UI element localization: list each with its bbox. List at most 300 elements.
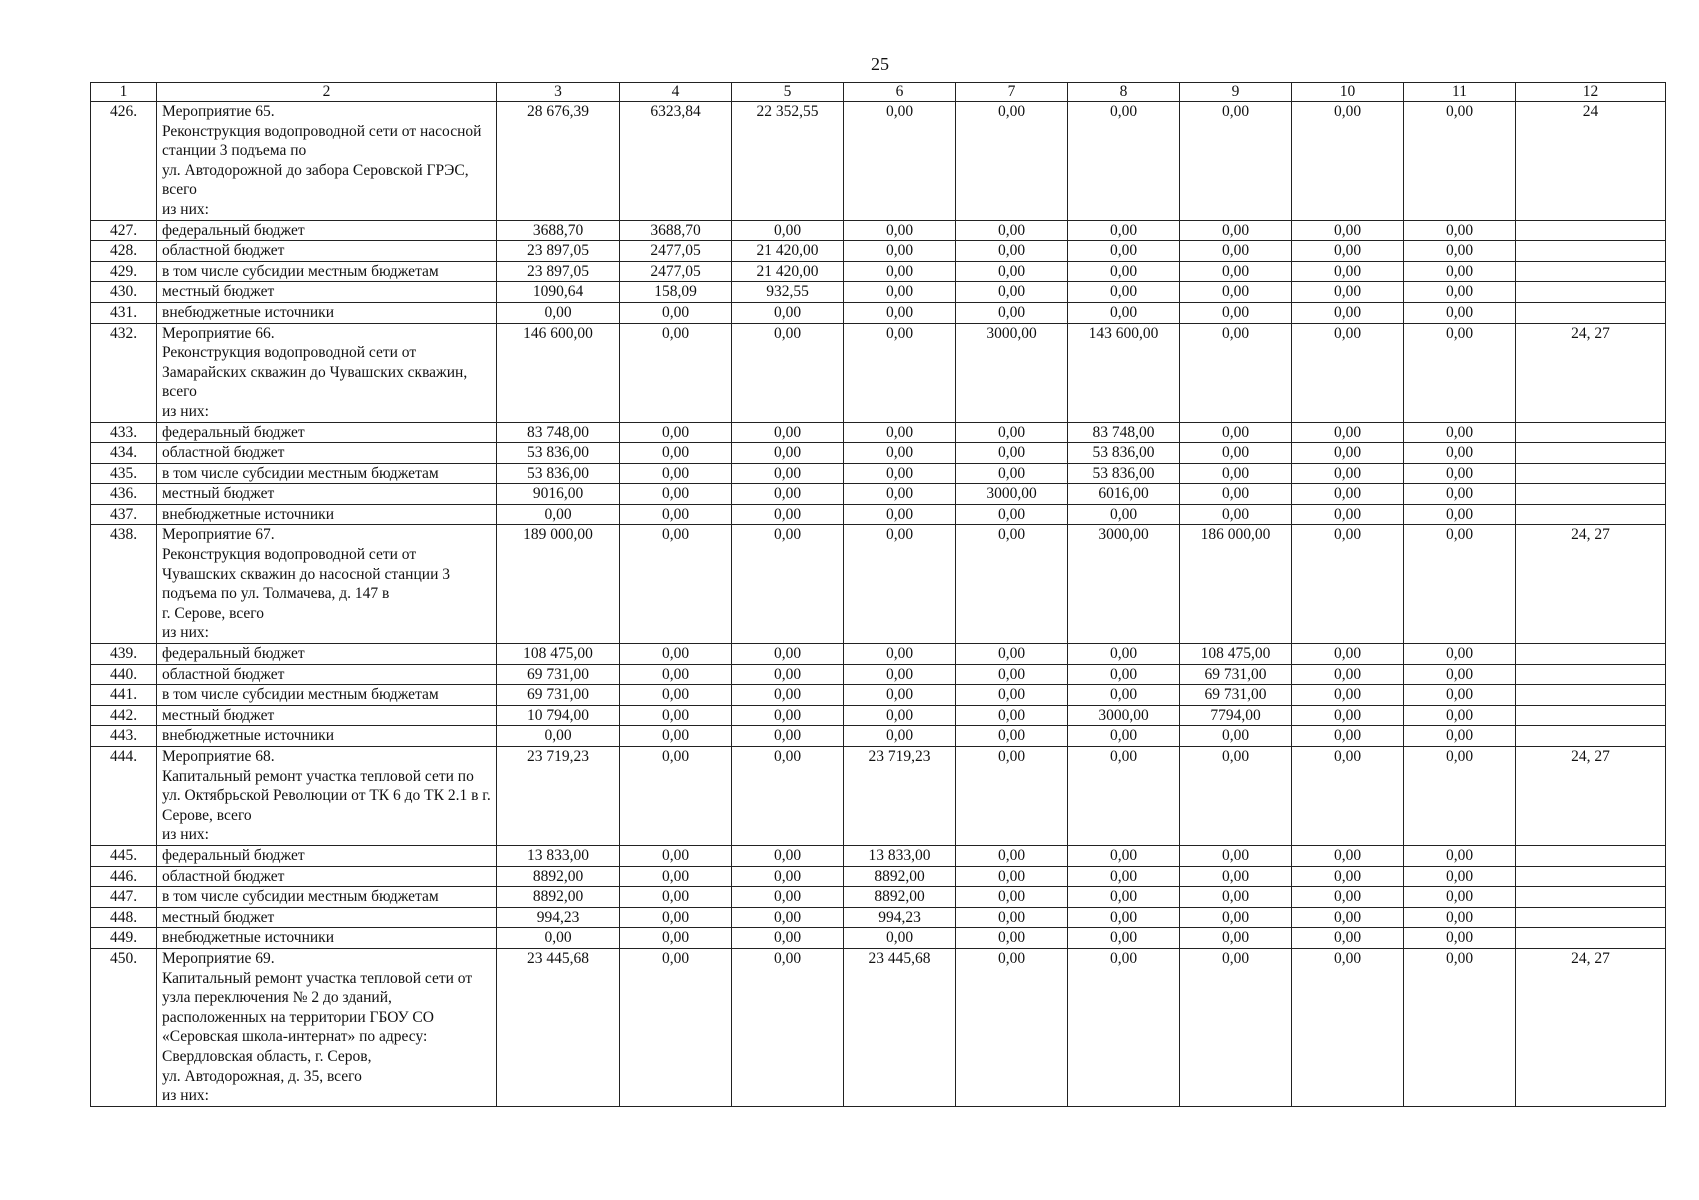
value-cell: 0,00	[732, 887, 844, 908]
column-header: 3	[497, 83, 620, 102]
value-cell: 0,00	[1180, 323, 1292, 422]
value-cell: 0,00	[1180, 220, 1292, 241]
value-cell: 23 719,23	[497, 747, 620, 846]
row-number: 436.	[91, 484, 157, 505]
value-cell: 108 475,00	[1180, 644, 1292, 665]
table-row	[91, 463, 1666, 484]
value-cell: 0,00	[844, 443, 956, 464]
value-cell: 0,00	[497, 302, 620, 323]
value-cell: 0,00	[1068, 887, 1180, 908]
table-row	[91, 685, 1666, 706]
row-number: 440.	[91, 664, 157, 685]
value-cell: 0,00	[1180, 241, 1292, 262]
value-cell: 932,55	[732, 282, 844, 303]
value-cell: 0,00	[1292, 644, 1404, 665]
value-cell: 0,00	[1404, 220, 1516, 241]
value-cell: 0,00	[732, 422, 844, 443]
value-cell: 0,00	[1068, 685, 1180, 706]
value-cell: 0,00	[1404, 705, 1516, 726]
value-cell: 0,00	[620, 705, 732, 726]
row-name: Мероприятие 68. Капитальный ремонт участка тепловой сети по ул. Октябрьской Революции от ТК 6 до ТК 2.1 в г. Серове, всего из них:	[157, 747, 497, 846]
value-cell: 0,00	[620, 866, 732, 887]
value-cell: 0,00	[1404, 422, 1516, 443]
value-cell: 0,00	[732, 705, 844, 726]
value-cell: 3000,00	[1068, 525, 1180, 644]
value-cell: 0,00	[620, 928, 732, 949]
value-cell: 23 445,68	[844, 948, 956, 1106]
row-note	[1516, 726, 1666, 747]
value-cell: 158,09	[620, 282, 732, 303]
value-cell: 0,00	[1180, 948, 1292, 1106]
table-row	[91, 261, 1666, 282]
value-cell: 0,00	[1292, 747, 1404, 846]
value-cell: 0,00	[956, 726, 1068, 747]
row-number: 432.	[91, 323, 157, 422]
value-cell: 0,00	[1068, 241, 1180, 262]
value-cell: 0,00	[956, 685, 1068, 706]
row-name: областной бюджет	[157, 664, 497, 685]
row-note: 24	[1516, 102, 1666, 221]
value-cell: 23 719,23	[844, 747, 956, 846]
row-name: областной бюджет	[157, 443, 497, 464]
value-cell: 0,00	[1292, 463, 1404, 484]
value-cell: 0,00	[1404, 443, 1516, 464]
value-cell: 0,00	[1292, 484, 1404, 505]
value-cell: 0,00	[1292, 302, 1404, 323]
value-cell: 0,00	[956, 220, 1068, 241]
table-row	[91, 323, 1666, 422]
value-cell: 0,00	[620, 747, 732, 846]
row-name: федеральный бюджет	[157, 644, 497, 665]
row-note: 24, 27	[1516, 323, 1666, 422]
value-cell: 0,00	[1180, 422, 1292, 443]
value-cell: 8892,00	[497, 887, 620, 908]
row-number: 442.	[91, 705, 157, 726]
value-cell: 0,00	[497, 504, 620, 525]
value-cell: 0,00	[956, 747, 1068, 846]
value-cell: 108 475,00	[497, 644, 620, 665]
value-cell: 0,00	[1404, 323, 1516, 422]
row-number: 430.	[91, 282, 157, 303]
value-cell: 0,00	[1292, 845, 1404, 866]
row-name: в том числе субсидии местным бюджетам	[157, 685, 497, 706]
value-cell: 0,00	[620, 323, 732, 422]
row-number: 445.	[91, 845, 157, 866]
value-cell: 0,00	[1404, 102, 1516, 221]
value-cell: 0,00	[956, 644, 1068, 665]
row-number: 427.	[91, 220, 157, 241]
row-number: 449.	[91, 928, 157, 949]
row-note	[1516, 422, 1666, 443]
value-cell: 0,00	[1068, 282, 1180, 303]
value-cell: 0,00	[1404, 948, 1516, 1106]
value-cell: 0,00	[1068, 302, 1180, 323]
value-cell: 0,00	[732, 443, 844, 464]
table-header	[91, 83, 1666, 102]
row-name: в том числе субсидии местным бюджетам	[157, 261, 497, 282]
value-cell: 0,00	[620, 726, 732, 747]
value-cell: 0,00	[1292, 525, 1404, 644]
value-cell: 0,00	[1068, 948, 1180, 1106]
value-cell: 0,00	[956, 845, 1068, 866]
value-cell: 83 748,00	[497, 422, 620, 443]
column-header: 9	[1180, 83, 1292, 102]
value-cell: 0,00	[1180, 726, 1292, 747]
value-cell: 0,00	[732, 907, 844, 928]
column-header: 4	[620, 83, 732, 102]
value-cell: 69 731,00	[497, 664, 620, 685]
row-note	[1516, 302, 1666, 323]
table-row	[91, 220, 1666, 241]
row-name: в том числе субсидии местным бюджетам	[157, 463, 497, 484]
value-cell: 0,00	[956, 866, 1068, 887]
value-cell: 143 600,00	[1068, 323, 1180, 422]
value-cell: 0,00	[956, 504, 1068, 525]
value-cell: 53 836,00	[497, 463, 620, 484]
value-cell: 23 897,05	[497, 241, 620, 262]
value-cell: 1090,64	[497, 282, 620, 303]
value-cell: 0,00	[844, 102, 956, 221]
value-cell: 0,00	[844, 504, 956, 525]
value-cell: 189 000,00	[497, 525, 620, 644]
value-cell: 3000,00	[1068, 705, 1180, 726]
value-cell: 0,00	[1180, 928, 1292, 949]
value-cell: 0,00	[620, 664, 732, 685]
value-cell: 53 836,00	[497, 443, 620, 464]
value-cell: 23 897,05	[497, 261, 620, 282]
value-cell: 0,00	[1180, 504, 1292, 525]
value-cell: 0,00	[956, 525, 1068, 644]
row-note	[1516, 866, 1666, 887]
value-cell: 0,00	[732, 302, 844, 323]
value-cell: 0,00	[1292, 928, 1404, 949]
column-number-row	[91, 83, 1666, 102]
value-cell: 0,00	[732, 726, 844, 747]
value-cell: 0,00	[1180, 747, 1292, 846]
row-number: 429.	[91, 261, 157, 282]
page-number: 25	[871, 54, 889, 74]
value-cell: 186 000,00	[1180, 525, 1292, 644]
value-cell: 0,00	[844, 261, 956, 282]
value-cell: 69 731,00	[1180, 664, 1292, 685]
row-name: в том числе субсидии местным бюджетам	[157, 887, 497, 908]
value-cell: 13 833,00	[844, 845, 956, 866]
value-cell: 0,00	[1404, 463, 1516, 484]
value-cell: 0,00	[1404, 664, 1516, 685]
row-name: федеральный бюджет	[157, 845, 497, 866]
table-row	[91, 726, 1666, 747]
value-cell: 0,00	[1180, 282, 1292, 303]
value-cell: 0,00	[1404, 484, 1516, 505]
row-number: 439.	[91, 644, 157, 665]
value-cell: 13 833,00	[497, 845, 620, 866]
value-cell: 0,00	[1292, 664, 1404, 685]
value-cell: 0,00	[1180, 866, 1292, 887]
value-cell: 0,00	[497, 928, 620, 949]
table-row	[91, 422, 1666, 443]
value-cell: 0,00	[844, 220, 956, 241]
value-cell: 0,00	[1180, 887, 1292, 908]
value-cell: 994,23	[844, 907, 956, 928]
value-cell: 3688,70	[497, 220, 620, 241]
value-cell: 0,00	[620, 504, 732, 525]
value-cell: 0,00	[1180, 463, 1292, 484]
row-note	[1516, 644, 1666, 665]
table-row	[91, 504, 1666, 525]
value-cell: 0,00	[1292, 504, 1404, 525]
row-note	[1516, 705, 1666, 726]
value-cell: 0,00	[732, 928, 844, 949]
value-cell: 0,00	[1404, 504, 1516, 525]
value-cell: 6016,00	[1068, 484, 1180, 505]
value-cell: 0,00	[844, 463, 956, 484]
row-name: областной бюджет	[157, 866, 497, 887]
value-cell: 994,23	[497, 907, 620, 928]
value-cell: 0,00	[1292, 443, 1404, 464]
value-cell: 0,00	[732, 484, 844, 505]
table-row	[91, 948, 1666, 1106]
value-cell: 0,00	[620, 302, 732, 323]
value-cell: 0,00	[732, 220, 844, 241]
value-cell: 6323,84	[620, 102, 732, 221]
row-name: местный бюджет	[157, 484, 497, 505]
value-cell: 0,00	[956, 705, 1068, 726]
value-cell: 0,00	[1404, 261, 1516, 282]
row-note	[1516, 907, 1666, 928]
value-cell: 0,00	[620, 525, 732, 644]
value-cell: 0,00	[1404, 887, 1516, 908]
value-cell: 23 445,68	[497, 948, 620, 1106]
value-cell: 0,00	[1292, 726, 1404, 747]
row-note	[1516, 685, 1666, 706]
value-cell: 0,00	[1292, 422, 1404, 443]
value-cell: 0,00	[1068, 220, 1180, 241]
value-cell: 10 794,00	[497, 705, 620, 726]
value-cell: 22 352,55	[732, 102, 844, 221]
value-cell: 0,00	[1404, 685, 1516, 706]
row-note	[1516, 664, 1666, 685]
value-cell: 0,00	[620, 443, 732, 464]
row-note	[1516, 887, 1666, 908]
row-note: 24, 27	[1516, 525, 1666, 644]
value-cell: 0,00	[956, 948, 1068, 1106]
value-cell: 8892,00	[844, 866, 956, 887]
value-cell: 0,00	[844, 241, 956, 262]
value-cell: 69 731,00	[497, 685, 620, 706]
value-cell: 0,00	[844, 928, 956, 949]
value-cell: 0,00	[732, 644, 844, 665]
row-number: 435.	[91, 463, 157, 484]
value-cell: 8892,00	[497, 866, 620, 887]
value-cell: 0,00	[844, 282, 956, 303]
table-row	[91, 747, 1666, 846]
row-name: местный бюджет	[157, 907, 497, 928]
value-cell: 0,00	[956, 261, 1068, 282]
value-cell: 0,00	[1292, 261, 1404, 282]
value-cell: 0,00	[1068, 928, 1180, 949]
value-cell: 0,00	[620, 845, 732, 866]
row-number: 447.	[91, 887, 157, 908]
value-cell: 0,00	[1068, 102, 1180, 221]
row-number: 438.	[91, 525, 157, 644]
row-number: 448.	[91, 907, 157, 928]
value-cell: 8892,00	[844, 887, 956, 908]
value-cell: 0,00	[620, 422, 732, 443]
value-cell: 0,00	[497, 726, 620, 747]
row-name: внебюджетные источники	[157, 504, 497, 525]
row-number: 433.	[91, 422, 157, 443]
value-cell: 0,00	[844, 302, 956, 323]
value-cell: 83 748,00	[1068, 422, 1180, 443]
value-cell: 0,00	[956, 664, 1068, 685]
row-name: федеральный бюджет	[157, 220, 497, 241]
value-cell: 3000,00	[956, 323, 1068, 422]
value-cell: 0,00	[1180, 484, 1292, 505]
value-cell: 0,00	[1404, 282, 1516, 303]
value-cell: 0,00	[844, 525, 956, 644]
value-cell: 53 836,00	[1068, 443, 1180, 464]
value-cell: 21 420,00	[732, 261, 844, 282]
row-note	[1516, 443, 1666, 464]
value-cell: 3688,70	[620, 220, 732, 241]
value-cell: 0,00	[732, 948, 844, 1106]
value-cell: 69 731,00	[1180, 685, 1292, 706]
value-cell: 0,00	[1068, 504, 1180, 525]
column-header: 10	[1292, 83, 1404, 102]
table-row	[91, 928, 1666, 949]
value-cell: 0,00	[956, 282, 1068, 303]
row-note	[1516, 463, 1666, 484]
value-cell: 53 836,00	[1068, 463, 1180, 484]
column-header: 6	[844, 83, 956, 102]
value-cell: 0,00	[1068, 747, 1180, 846]
column-header: 12	[1516, 83, 1666, 102]
row-note: 24, 27	[1516, 747, 1666, 846]
value-cell: 0,00	[1180, 102, 1292, 221]
column-header: 11	[1404, 83, 1516, 102]
table-row	[91, 525, 1666, 644]
row-note	[1516, 220, 1666, 241]
value-cell: 0,00	[620, 907, 732, 928]
value-cell: 0,00	[1068, 907, 1180, 928]
value-cell: 0,00	[1404, 525, 1516, 644]
table-row	[91, 866, 1666, 887]
value-cell: 0,00	[732, 747, 844, 846]
column-header: 1	[91, 83, 157, 102]
row-name: Мероприятие 66. Реконструкция водопроводной сети от Замарайских скважин до Чувашских скважин, всего из них:	[157, 323, 497, 422]
table-row	[91, 644, 1666, 665]
value-cell: 0,00	[732, 504, 844, 525]
value-cell: 0,00	[1068, 261, 1180, 282]
value-cell: 0,00	[1068, 866, 1180, 887]
value-cell: 0,00	[956, 907, 1068, 928]
table-row	[91, 302, 1666, 323]
value-cell: 0,00	[620, 644, 732, 665]
value-cell: 0,00	[1404, 907, 1516, 928]
row-number: 437.	[91, 504, 157, 525]
value-cell: 0,00	[1404, 747, 1516, 846]
row-name: Мероприятие 67. Реконструкция водопроводной сети от Чувашских скважин до насосной станции 3 подъема по ул. Толмачева, д. 147 в г. Серове, всего из них:	[157, 525, 497, 644]
value-cell: 0,00	[1068, 726, 1180, 747]
value-cell: 2477,05	[620, 241, 732, 262]
value-cell: 0,00	[1292, 907, 1404, 928]
table-row	[91, 845, 1666, 866]
table-row	[91, 484, 1666, 505]
value-cell: 0,00	[956, 102, 1068, 221]
value-cell: 0,00	[1180, 302, 1292, 323]
value-cell: 146 600,00	[497, 323, 620, 422]
value-cell: 0,00	[844, 644, 956, 665]
row-note	[1516, 928, 1666, 949]
value-cell: 0,00	[732, 525, 844, 644]
value-cell: 0,00	[844, 705, 956, 726]
value-cell: 0,00	[1068, 644, 1180, 665]
value-cell: 0,00	[1292, 220, 1404, 241]
budget-table	[90, 82, 1666, 1107]
value-cell: 0,00	[1292, 948, 1404, 1106]
value-cell: 0,00	[1404, 928, 1516, 949]
value-cell: 0,00	[1068, 664, 1180, 685]
row-note	[1516, 261, 1666, 282]
value-cell: 0,00	[732, 866, 844, 887]
value-cell: 0,00	[956, 928, 1068, 949]
value-cell: 0,00	[956, 463, 1068, 484]
row-name: внебюджетные источники	[157, 726, 497, 747]
value-cell: 2477,05	[620, 261, 732, 282]
row-number: 431.	[91, 302, 157, 323]
value-cell: 0,00	[620, 484, 732, 505]
row-name: внебюджетные источники	[157, 302, 497, 323]
table-row	[91, 443, 1666, 464]
value-cell: 0,00	[732, 685, 844, 706]
value-cell: 0,00	[1404, 726, 1516, 747]
row-note	[1516, 504, 1666, 525]
value-cell: 0,00	[844, 685, 956, 706]
value-cell: 0,00	[1404, 845, 1516, 866]
value-cell: 3000,00	[956, 484, 1068, 505]
value-cell: 0,00	[620, 685, 732, 706]
value-cell: 0,00	[844, 323, 956, 422]
value-cell: 0,00	[1404, 644, 1516, 665]
table-row	[91, 282, 1666, 303]
value-cell: 0,00	[1292, 866, 1404, 887]
value-cell: 0,00	[620, 887, 732, 908]
value-cell: 0,00	[1180, 261, 1292, 282]
value-cell: 0,00	[1292, 323, 1404, 422]
value-cell: 0,00	[844, 726, 956, 747]
value-cell: 0,00	[956, 422, 1068, 443]
value-cell: 0,00	[1180, 845, 1292, 866]
row-number: 450.	[91, 948, 157, 1106]
row-number: 441.	[91, 685, 157, 706]
row-note	[1516, 282, 1666, 303]
value-cell: 0,00	[1292, 282, 1404, 303]
row-name: Мероприятие 69. Капитальный ремонт участка тепловой сети от узла переключения № 2 до зданий, расположенных на территории ГБОУ СО «Серовская школа-интернат» по адресу: Свердловская область, г. Серов, ул. Автодорожная, д. 35, всего из них:	[157, 948, 497, 1106]
table-body	[91, 102, 1666, 1107]
value-cell: 0,00	[1068, 845, 1180, 866]
column-header: 2	[157, 83, 497, 102]
row-number: 426.	[91, 102, 157, 221]
value-cell: 7794,00	[1180, 705, 1292, 726]
value-cell: 0,00	[844, 422, 956, 443]
row-name: местный бюджет	[157, 282, 497, 303]
value-cell: 0,00	[1292, 241, 1404, 262]
value-cell: 9016,00	[497, 484, 620, 505]
column-header: 7	[956, 83, 1068, 102]
value-cell: 0,00	[1404, 302, 1516, 323]
row-name: местный бюджет	[157, 705, 497, 726]
row-number: 428.	[91, 241, 157, 262]
